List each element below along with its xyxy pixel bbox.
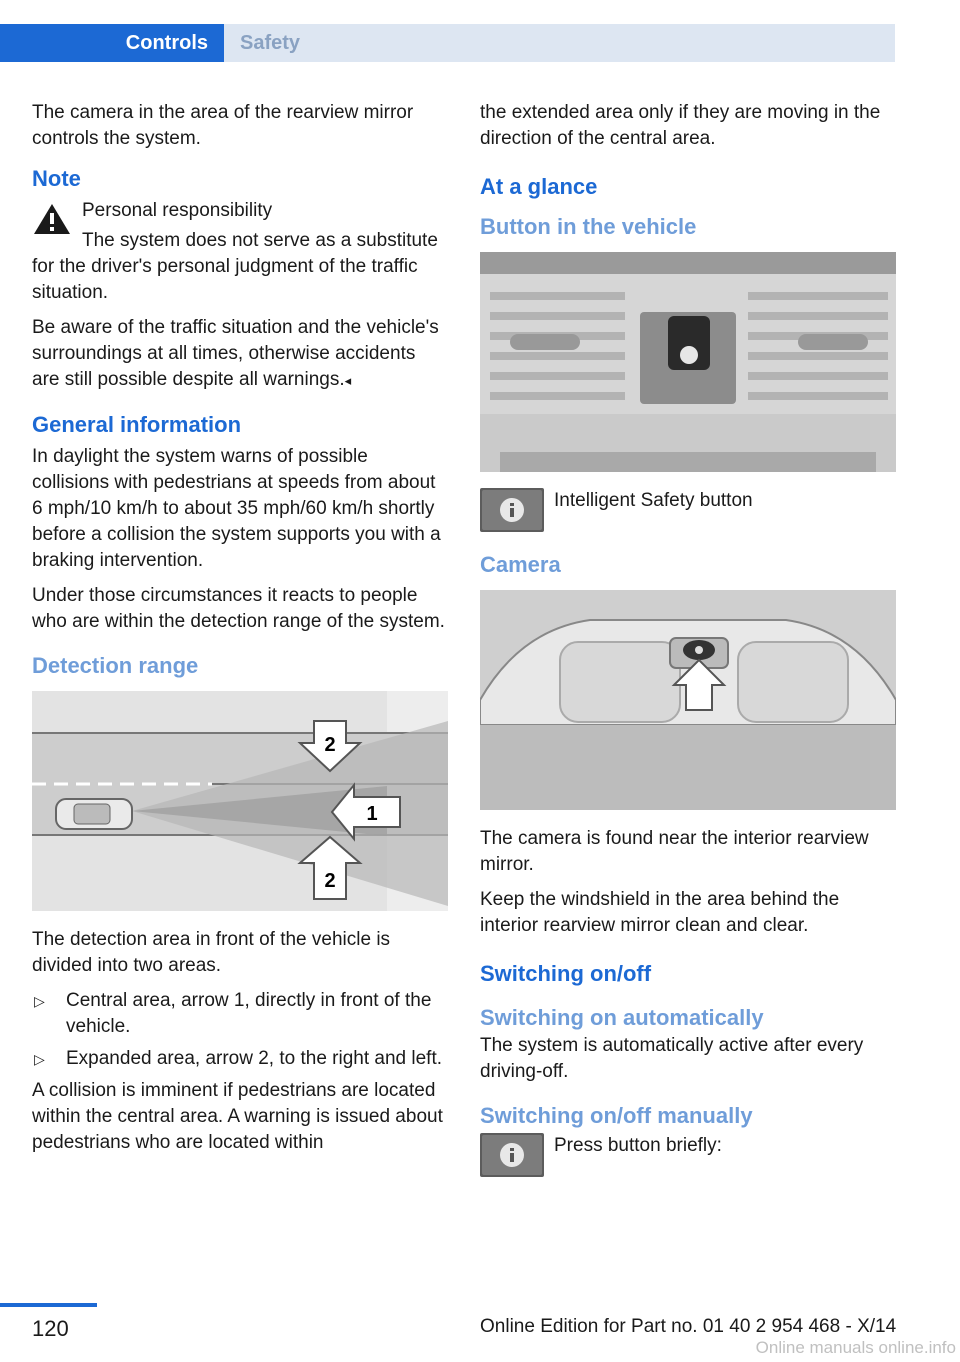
left-column xyxy=(32,100,448,1165)
tab-controls[interactable]: Controls xyxy=(0,24,224,62)
svg-text:1: 1 xyxy=(366,803,378,825)
header-tabs xyxy=(0,24,895,62)
detection-p1: The detection area in front of the vehicle is divided into two areas. xyxy=(32,929,391,976)
tab-safety[interactable]: Safety xyxy=(224,24,895,62)
note-body-2: Be aware of the traffic situation and the vehicle's surroundings at all times, otherwise accidents are still possible despite all warnings.◂ xyxy=(32,317,439,390)
auto-heading: Switching on automatically xyxy=(480,1005,764,1030)
svg-text:2: 2 xyxy=(324,870,336,892)
glance-heading: At a glance xyxy=(480,174,598,199)
manual-row xyxy=(480,1133,896,1179)
right-column xyxy=(480,100,896,1189)
list-bullet-icon: ▷ xyxy=(34,1051,45,1067)
detection-list xyxy=(32,988,448,1072)
list-item: ▷ Expanded area, arrow 2, to the right and left. xyxy=(32,1046,448,1072)
note-block xyxy=(32,198,448,224)
general-heading: General information xyxy=(32,412,242,437)
svg-text:2: 2 xyxy=(324,734,336,756)
detection-range-figure xyxy=(32,691,448,911)
intelligent-safety-button-icon xyxy=(480,1133,544,1177)
button-caption-row xyxy=(480,488,896,534)
auto-text: The system is automatically active after every driving-off. xyxy=(480,1035,864,1082)
button-heading: Button in the vehicle xyxy=(480,214,697,239)
button-in-vehicle-photo xyxy=(480,252,896,472)
detection-heading: Detection range xyxy=(32,653,199,678)
end-mark: ◂ xyxy=(344,373,352,388)
camera-photo xyxy=(480,590,896,810)
list-bullet-icon: ▷ xyxy=(34,993,45,1009)
detection-p2: A collision is imminent if pedestrians are located within the central area. A warning is issued about pedestrians who are located within xyxy=(32,1080,443,1153)
edition-text: Online Edition for Part no. 01 40 2 954 468 - X/14 xyxy=(480,1316,897,1337)
general-p1: In daylight the system warns of possible collisions with pedestrians at speeds from about 6 mph/10 km/h to about 35 mph/60 km/h shortly before a collision the system supports you with a braking intervention. xyxy=(32,446,441,571)
general-p2: Under those circumstances it reacts to people who are within the detection range of the system. xyxy=(32,585,445,632)
intelligent-safety-button-icon xyxy=(480,488,544,532)
manual-text: Press button briefly: xyxy=(554,1135,722,1156)
watermark: Online manuals online.info xyxy=(755,1338,956,1357)
note-body: The system does not serve as a substitute for the driver's personal judgment of the traffic situation. xyxy=(32,230,438,303)
car-icon xyxy=(56,799,132,829)
note-heading: Note xyxy=(32,166,81,191)
camera-heading: Camera xyxy=(480,552,561,577)
button-caption: Intelligent Safety button xyxy=(554,490,753,511)
intro-text: The camera in the area of the rearview mirror controls the system. xyxy=(32,102,414,149)
camera-p2: Keep the windshield in the area behind the interior rearview mirror clean and clear. xyxy=(480,889,840,936)
manual-heading: Switching on/off manually xyxy=(480,1103,753,1128)
continued-text: the extended area only if they are moving in the direction of the central area. xyxy=(480,102,881,149)
footer-accent-line xyxy=(0,1303,97,1307)
switch-heading: Switching on/off xyxy=(480,961,652,986)
page-number: 120 xyxy=(32,1316,69,1341)
list-item: ▷ Central area, arrow 1, directly in front of the vehicle. xyxy=(34,990,432,1037)
camera-p1: The camera is found near the interior rearview mirror. xyxy=(480,828,869,875)
warning-icon xyxy=(32,201,72,237)
note-title: Personal responsibility xyxy=(82,200,273,221)
